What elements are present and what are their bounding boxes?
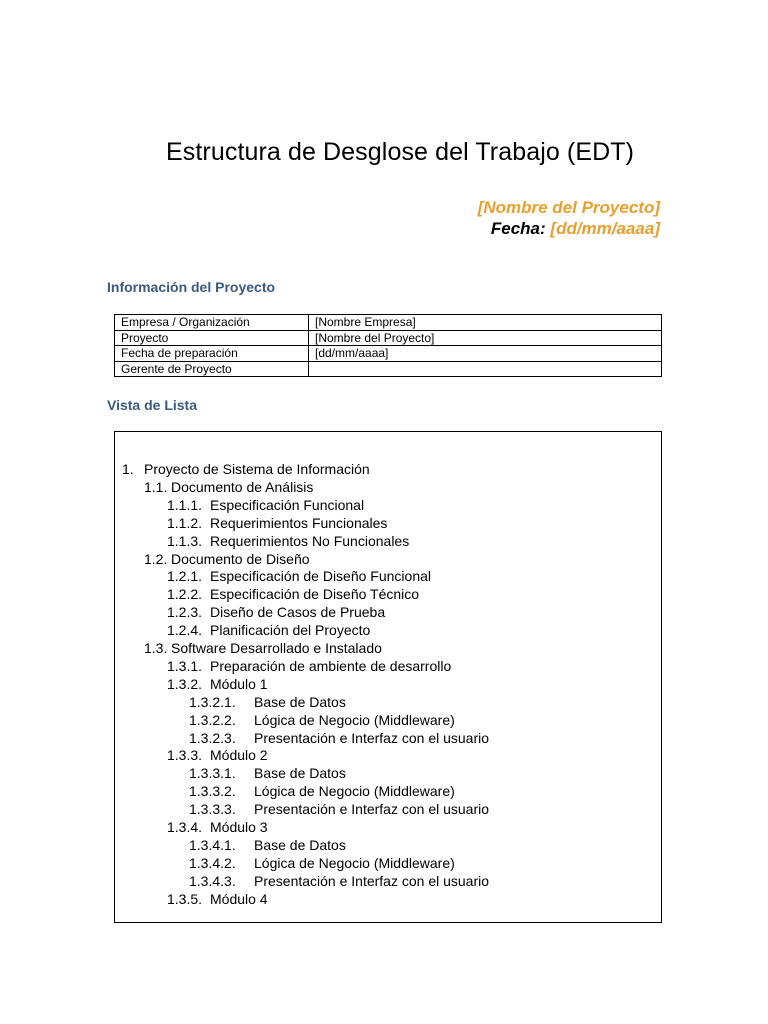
wbs-list-box xyxy=(114,431,662,923)
list-item-number: 1.3.5. xyxy=(167,890,203,907)
list-item-number: 1.3.4. xyxy=(167,819,203,835)
list-item-text: Especificación de Diseño Técnico xyxy=(210,586,420,603)
list-item-number: 1.1. xyxy=(144,478,168,495)
list-item-text: Módulo 4 xyxy=(210,890,268,907)
list-item xyxy=(167,568,431,585)
list-item-number: 1. xyxy=(122,461,134,477)
table-row xyxy=(115,330,662,346)
list-item-number: 1.2.4. xyxy=(167,622,203,639)
list-item-number: 1.3.3.3. xyxy=(189,801,236,818)
list-item xyxy=(167,891,268,908)
info-label: Gerente de Proyecto xyxy=(115,361,309,377)
list-item xyxy=(189,855,455,872)
list-item-text: Documento de Análisis xyxy=(171,478,314,495)
list-item xyxy=(189,873,489,890)
list-item xyxy=(167,819,268,836)
date-placeholder: [dd/mm/aaaa] xyxy=(550,219,660,238)
table-row xyxy=(115,315,662,331)
project-info-table xyxy=(114,314,662,377)
list-item-text: Presentación e Interfaz con el usuario xyxy=(254,729,490,746)
list-item-number: 1.3.2. xyxy=(167,675,203,692)
list-view-heading: Vista de Lista xyxy=(107,397,198,413)
list-item xyxy=(189,765,346,782)
list-item-number: 1.1.2. xyxy=(167,514,203,531)
list-item-number: 1.3.4.1. xyxy=(189,836,236,853)
table-row xyxy=(115,361,662,377)
list-item-number: 1.3.2.3. xyxy=(189,729,236,746)
list-item-text: Módulo 3 xyxy=(210,819,268,835)
list-item-number: 1.3.4.2. xyxy=(189,854,236,871)
list-item-number: 1.3.3. xyxy=(167,747,203,764)
list-item xyxy=(122,461,370,478)
list-item xyxy=(189,712,455,729)
info-value: [Nombre Empresa] xyxy=(309,315,662,331)
info-label: Proyecto xyxy=(115,330,309,346)
list-item xyxy=(167,658,451,675)
list-item-text: Planificación del Proyecto xyxy=(210,622,371,639)
list-item-number: 1.3.2.1. xyxy=(189,693,236,710)
list-item-text: Requerimientos Funcionales xyxy=(210,514,388,531)
list-item-number: 1.1.1. xyxy=(167,496,203,513)
list-item xyxy=(167,747,268,764)
list-item-number: 1.1.3. xyxy=(167,532,203,549)
list-item-number: 1.3.2.2. xyxy=(189,711,236,728)
list-item-text: Lógica de Negocio (Middleware) xyxy=(254,783,455,800)
list-item-text: Presentación e Interfaz con el usuario xyxy=(254,801,490,818)
list-item-text: Documento de Diseño xyxy=(171,550,310,567)
info-value: [Nombre del Proyecto] xyxy=(309,330,662,346)
list-item-text: Especificación Funcional xyxy=(210,496,365,513)
list-item-text: Base de Datos xyxy=(254,765,346,782)
list-item-text: Base de Datos xyxy=(254,836,346,853)
list-item xyxy=(189,801,489,818)
list-item-text: Software Desarrollado e Instalado xyxy=(171,640,382,656)
list-item-text: Especificación de Diseño Funcional xyxy=(210,568,432,585)
info-value xyxy=(309,361,662,377)
project-info-heading: Información del Proyecto xyxy=(107,279,276,295)
list-item xyxy=(144,640,382,657)
list-item xyxy=(167,676,268,693)
table-row xyxy=(115,346,662,362)
date-label: Fecha: xyxy=(490,219,546,238)
list-item-number: 1.2.1. xyxy=(167,568,203,585)
list-item xyxy=(189,694,346,711)
list-item-number: 1.2.2. xyxy=(167,586,203,603)
list-item xyxy=(167,533,409,550)
list-item-number: 1.3.4.3. xyxy=(189,872,236,889)
list-item-text: Módulo 1 xyxy=(210,675,268,692)
document-meta xyxy=(478,197,660,239)
list-item xyxy=(189,783,455,800)
list-item-text: Módulo 2 xyxy=(210,747,268,764)
list-item-text: Preparación de ambiente de desarrollo xyxy=(210,657,452,674)
date-line xyxy=(478,218,660,239)
list-item-number: 1.2.3. xyxy=(167,604,203,621)
list-item-number: 1.3.1. xyxy=(167,657,203,674)
list-item xyxy=(189,837,346,854)
list-item-number: 1.3.3.1. xyxy=(189,765,236,782)
info-label: Fecha de preparación xyxy=(115,346,309,362)
list-item xyxy=(167,497,364,514)
list-item-text: Diseño de Casos de Prueba xyxy=(210,604,386,621)
list-item-number: 1.2. xyxy=(144,550,168,567)
list-item-text: Requerimientos No Funcionales xyxy=(210,532,410,549)
list-item-number: 1.3.3.2. xyxy=(189,783,236,800)
list-item xyxy=(167,515,387,532)
list-item xyxy=(144,479,313,496)
page-title: Estructura de Desglose del Trabajo (EDT) xyxy=(166,138,635,166)
info-label: Empresa / Organización xyxy=(115,315,309,331)
list-item xyxy=(189,730,489,747)
list-item-text: Lógica de Negocio (Middleware) xyxy=(254,854,455,871)
list-item xyxy=(167,622,370,639)
project-name-placeholder: [Nombre del Proyecto] xyxy=(477,198,660,217)
list-item xyxy=(167,586,419,603)
list-item-number: 1.3. xyxy=(144,640,168,656)
list-item-text: Lógica de Negocio (Middleware) xyxy=(254,711,455,728)
list-item-text: Proyecto de Sistema de Información xyxy=(144,461,370,477)
info-value: [dd/mm/aaaa] xyxy=(309,346,662,362)
list-item xyxy=(167,604,385,621)
list-item xyxy=(144,551,310,568)
list-item-text: Presentación e Interfaz con el usuario xyxy=(254,872,490,889)
list-item-text: Base de Datos xyxy=(254,693,346,710)
